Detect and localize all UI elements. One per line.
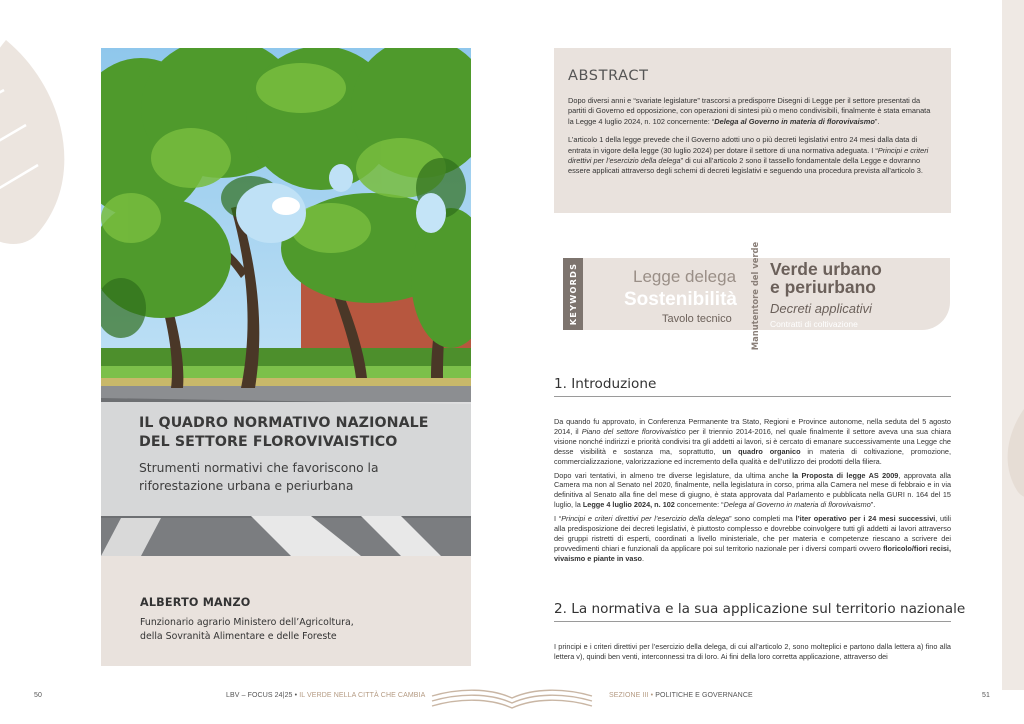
- keywords-box: [563, 241, 950, 351]
- section-1-title: 1. Introduzione: [554, 376, 657, 392]
- open-book-icon: [430, 686, 594, 710]
- footer-publication: LBV – FOCUS 24|25 • IL VERDE NELLA CITTÀ CHE CAMBIA: [226, 692, 426, 699]
- keyword-contratti: Contratti di coltivazione: [770, 319, 858, 329]
- section-1-paragraph-3: I “Principi e criteri direttivi per l’esercizio della delega” sono completi ma l’iter operativo per i 24 mesi successivi, utili alla predisposizione dei decreti legislativi, è piuttosto complesso e dovrebbe coinvolgere tutti gli addetti ai lavori attraverso dei gruppi ristretti di esperti, coordinati a livello ministeriale, che per materia e competenze riescano a scrivere dei provvedimenti chiari e funzionali da applicare poi sul territorio nazionale per i diversi comparti ovvero floricolo/fiori recisi, vivaismo e piante in vaso.: [554, 514, 951, 563]
- author-name: ALBERTO MANZO: [140, 596, 251, 609]
- keyword-tavolo-tecnico: Tavolo tecnico: [662, 313, 732, 325]
- leaf-decoration-right: [998, 392, 1024, 502]
- article-title: IL QUADRO NORMATIVO NAZIONALE DEL SETTORE FLOROVIVAISTICO: [139, 415, 429, 450]
- section-2-paragraph-1: I principi e i criteri direttivi per l’esercizio della delega, di cui all’articolo 2, sono molteplici e partono dalla lettera a) fino alla lettera v), quindi ben venti, interconnessi tra di loro. Ai fini della loro corretta applicazione, attraverso dei: [554, 642, 951, 661]
- page-number-left: 50: [34, 692, 42, 699]
- keyword-decreti-applicativi: Decreti applicativi: [770, 301, 872, 316]
- section-1-rule: [554, 396, 951, 397]
- section-1-paragraph-1: Da quando fu approvato, in Conferenza Permanente tra Stato, Regioni e Province autonome, nella seduta del 5 agosto 2014, il Piano del settore florovivaistico per il triennio 2014-2016, nel quale finalmente il settore aveva una sua chiara visione nonché indirizzi e priorità condivisi tra gli addetti ai lavori, si è cercato di emanare successivamente una Legge che desse visibilità e sostanza ma, soprattutto, un quadro organico in materia di coltivazione, promozione, commercializzazione, valorizzazione ed incremento della qualità e dell’utilizzo dei prodotti della filiera.: [554, 417, 952, 466]
- author-role-line-1: Funzionario agrario Ministero dell’Agricoltura,: [140, 617, 354, 628]
- footer-section: SEZIONE III • POLITICHE E GOVERNANCE: [609, 692, 753, 699]
- article-subtitle: Strumenti normativi che favoriscono la riforestazione urbana e periurbana: [139, 461, 379, 493]
- keywords-band: [563, 258, 583, 330]
- abstract-paragraph-2: L’articolo 1 della legge prevede che il Governo adotti uno o più decreti legislativi entro 24 mesi dalla data di entrata in vigore della legge (30 luglio 2024) per dotare il settore di una normativa adeguata. I “Principi e criteri direttivi per l’esercizio della delega” di cui all’articolo 2 sono il tassello fondamentale della Legge e dovranno essere applicati attraverso degli schemi di decreti legislativi e seguendo una procedura prevista all’articolo 3.: [568, 135, 929, 176]
- cover-title-panel: [101, 402, 471, 516]
- leaf-decoration-left: [0, 40, 76, 250]
- section-2-body: [554, 642, 951, 666]
- author-role: [140, 616, 451, 644]
- abstract-paragraph-1: Dopo diversi anni e “svariate legislature” trascorsi a predisporre Disegni di Legge per il settore presentati da partiti di Governo ed opposizione, con operazioni di sintesi più o meno condivisibili, finalmente è stata emanata la Legge 4 luglio 2024, n. 102 concernente: “Delega al Governo in materia di florovivaismo”.: [568, 96, 931, 126]
- keyword-legge-delega: Legge delega: [633, 267, 737, 286]
- page-number-right: 51: [982, 692, 990, 699]
- section-2-title: 2. La normativa e la sua applicazione sul territorio nazionale: [554, 601, 966, 617]
- keywords-label: KEYWORDS: [568, 262, 578, 326]
- page-edge-decoration: [1002, 0, 1024, 690]
- abstract-heading: ABSTRACT: [568, 68, 649, 84]
- section-1-paragraph-2: Dopo vari tentativi, in almeno tre diverse legislature, da ultima anche la Proposta di legge AS 2009, approvata alla Camera ma non al Senato nel 2020, finalmente, nella legislatura in corso, prima alla Camera nel mese di febbraio e in via definitiva al Senato alla fine del mese di giugno, è stata approvata dal Parlamento e pubblicata nella GURI n. 164 del 15 luglio, la Legge 4 luglio 2024, n. 102 concernente: “Delega al Governo in materia di florovivaismo”.: [554, 470, 951, 510]
- abstract-box: [554, 48, 951, 213]
- keyword-manutentore: Manutentore del verde: [750, 241, 760, 351]
- keyword-sostenibilita: Sostenibilità: [624, 289, 737, 310]
- section-1-body: [554, 417, 951, 568]
- author-panel: [101, 556, 471, 666]
- author-role-line-2: della Sovranità Alimentare e delle Foreste: [140, 631, 337, 642]
- keyword-verde-urbano: Verde urbano e periurbano: [770, 259, 882, 297]
- section-2-rule: [554, 621, 951, 622]
